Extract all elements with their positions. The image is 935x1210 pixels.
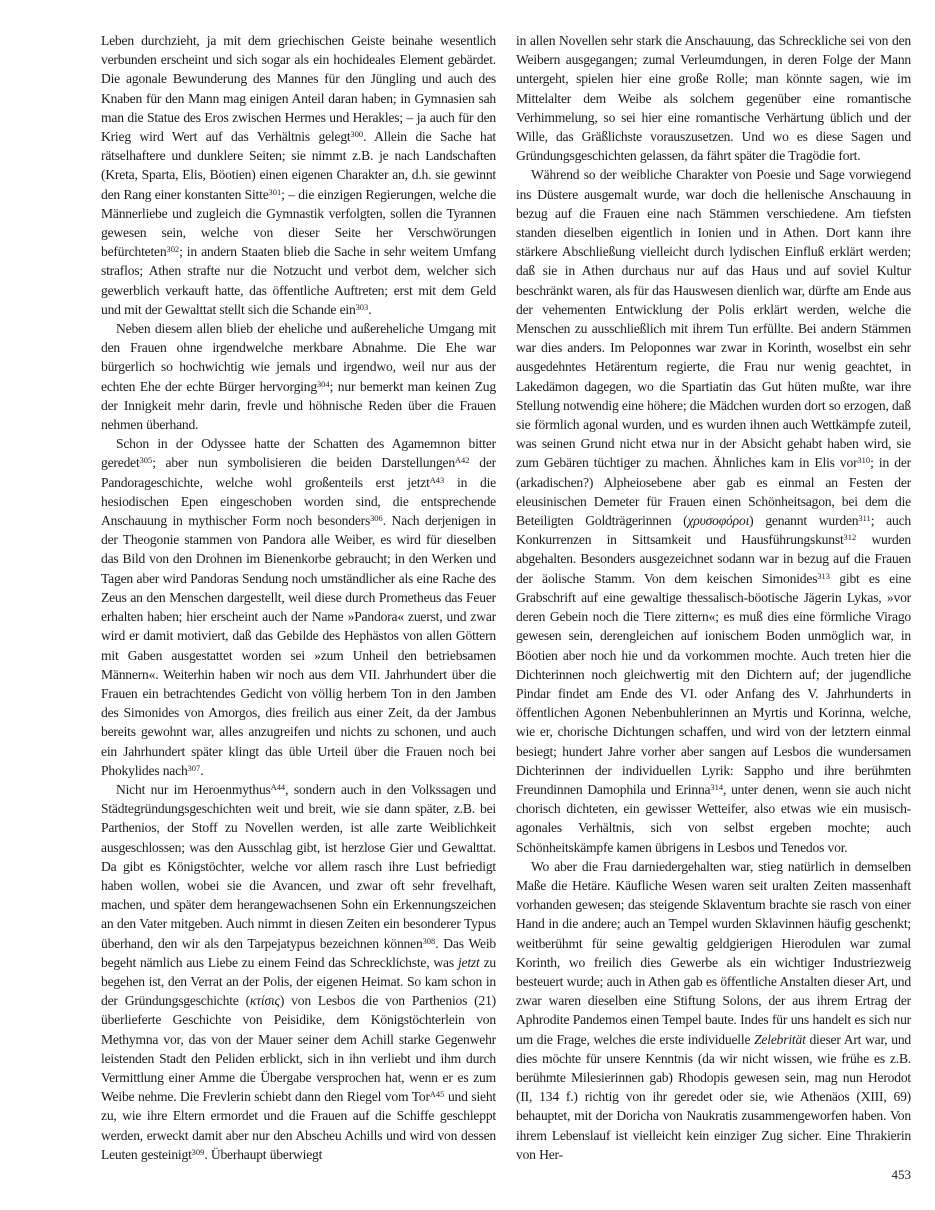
footnote-ref: 303 [355, 301, 369, 312]
paragraph: Während so der weibliche Charakter von Poesie und Sage vorwiegend ins Düstere ausgemalt wurde, war doch die hellenische Anschauung in bezug auf die Frauen eine nach Stämmen verschiedene. Am tiefsten standen dieselben eigentlich in Ionien und in Athen. Dort kann ihre stärkere Abschließung vielleicht durch lydischen Einfluß erklärt werden; daß sie in Athen durchaus nur auf das Haus und auf soviel Kultur beschränkt waren, als für das Hauswesen dienlich war, dürfte am Ende aus der vehementen Entwicklung der Polis erklärt werden, welche die Menschen zu ausschließlich mit ihrem Tun erfüllte. Bei andern Stämmen war dies anders. Im Peloponnes war zwar in Korinth, woselbst ein sehr ausgedehntes Hetärentum regierte, die Frau nur wenig geachtet, in Lakedämon dagegen, wo die Spartiatin das Gut hüten mußte, war ihre Stellung notwendig eine höhere; die Mädchen wurden dort so erzogen, daß sie förmlich agonal wurden, und es wurden ihnen auch Wettkämpfe zuteil, was seinen Grund nicht etwa nur in der Absicht gehabt haben wird, sie zum Gebären tüchtiger zu machen. Ähnliches kam in Elis vor$^{310}$; in der (arkadischen?) Alpheiosebene aber gab es einmal an Festen der eleusinischen Demeter für Frauen einen Schönheitsagon, bei dem die Beteiligten Goldträgerinnen (χρυσοφόροι) genannt wurden$^{311}$; auch Konkurrenzen in Sittsamkeit und Hausführungskunst$^{312}$ wurden abgehalten. Besonders ausgezeichnet sodann war in bezug auf die Frauen der äolische Stamm. Von dem keischen Simonides$^{313}$ gibt es eine Grabschrift auf eine gewaltige thessalisch-böotische Jägerin Lykas, »vor deren Gebein noch die Tiere zittern«; es muß dies eine förmliche Virago gewesen sein, derengleichen auf ionischem Boden unmöglich war, in Böotien aber noch hie und da vorkommen mochte. Auch treten hier die Dichterinnen noch gleichwertig mit den Dichtern auf; der jugendliche Pindar findet am Ende des VI. oder Anfang des V. Jahrhunderts in öffentlichen Agonen Nebenbuhlerinnen an Myrtis und Korinna, welche, wie er, chorische Dichtungen schaffen, und wird von der letztern einmal besiegt; hundert Jahre vorher aber sangen auf Lesbos die wundersamen Dichterinnen der individuellen Lyrik: Sappho und ihre berühmten Freundinnen Damophila und Erinna$^{314}$, unter denen, wenn sie auch nicht chorisch dichteten, ein gewisser Wetteifer, also etwas wie ein musisch-agonales Verhältnis, sich von selbst ergeben mochte; auch Schönheitskämpfe kamen übrigens in Lesbos und Tenedos vor. [516, 167, 911, 855]
footnote-ref: 302 [166, 244, 180, 255]
page-number: 453 [891, 1166, 911, 1182]
paragraph: Nicht nur im Heroenmythus$^{A44}$, sondern auch in den Volkssagen und Städtegründungsgeschichten weit und breit, wie sie dann später, z.B. bei Parthenios, der Stoff zu Novellen werden, ist alle zarte Weiblichkeit ausgeschlossen; was den Ausschlag gibt, ist herzlose Gier und Gewalttat. Da gibt es Königstöchter, welche vor allem rasch ihre Lust befriedigt haben wollen, wobei sie die Avancen, und zwar oft sehr frevelhaft, machen, und später dem herangewachsenen Sohn ein Erkennungszeichen an den Vater mitgeben. Auch nimmt in diesen Zeiten ein besonderer Typus überhand, den wir als den Tarpejatypus bezeichnen können$^{308}$. Das Weib begeht nämlich aus Liebe zu einem Feind das Schrecklichste, was jetzt zu begehen ist, den Verrat an der Polis, der eigenen Heimat. So kam schon in der Gründungsgeschichte (κτίσις) von Lesbos die von Parthenios (21) überlieferte Geschichte von Peisidike, dem Königstöchterlein von Methymna vor, das von der Mauer seiner dem Achill starke Gegenwehr leistenden Stadt den Peliden erblickt, sich in ihn verliebt und ihm durch Vermittlung einer Amme die Übergabe versprochen hat, wenn er es zum Weibe nehme. Die Frevlerin schiebt dann den Riegel vom Tor$^{A45}$ und sieht zu, wie ihre Eltern ermordet und die Frauen auf die Schiffe geschleppt werden, erweckt damit aber nur den Abscheu Achills und wird von dessen Leuten gesteinigt$^{309}$. Überhaupt überwiegt [101, 781, 497, 1162]
paragraph: Wo aber die Frau darniedergehalten war, stieg natürlich in demselben Maße die Hetäre. Käufliche Wesen waren seit uralten Zeiten massenhaft vorhanden gewesen; das steigende Sklaventum brachte sie rasch von einer Hand in die andere; auch an Tempel wurden Sklavinnen häufig geschenkt; weitberühmt für seine gewaltig geldgierigen Hierodulen war zumal Korinth, wo freilich dies Gewerbe als ein wichtiger Industriezweig besteuert wurde; auch in Athen gab es öffentliche Anstalten dieser Art, und zwar waren dieselben eine Stiftung Solons, der aus ihrem Ertrag der Aphrodite Pandemos einen Tempel baute. Indes für uns handelt es sich nur um die Frage, welches die erste individuelle Zelebrität dieser Art war, und dies möchte für unsere Kenntnis (da wir nicht wissen, wie frühe es z.B. berühmte Milesierinnen gab) Rhodopis gewesen sein, mag nun Herodot (II, 134 f.) richtig von ihr geredet oder sie, wie Athenäos (XIII, 69) behauptet, mit der Doricha von Naukratis zusammengeworfen haben. Von ihrem Lebenslauf ist vielleicht kein einziger Zug sicher. Eine Thrakierin von Her- [516, 858, 912, 1162]
emphasis: Zelebrität [754, 1031, 806, 1047]
paragraph: Leben durchzieht, ja mit dem griechischen Geiste beinahe wesentlich verbunden erscheint und sich sogar als ein hochideales Element gebärdet. Die agonale Bewunderung des Mannes für den Jüngling und auch des Knaben für den Mann mag einigen Anteil daran haben; in Gymnasien sah man die Statue des Eros zwischen Hermes und Herakles; – ja auch für den Krieg wird Wert auf das Verhältnis gelegt$^{300}$. Allein die Sache hat rätselhaftere und dunklere Seiten; sie nimmt z.B. je nach Landschaften (Kreta, Sparta, Elis, Böotien) einen eigenen Charakter an, d.h. sie gewinnt den Rang einer konstanten Sitte$^{301}$; – die einzigen Regierungen, welche die Männerliebe und zugleich die Gymnastik verfolgten, sollen die Tyrannen gewesen sein, welche von dieser Seite her Verschwörungen befürchteten$^{302}$; in andern Staaten blieb die Sache in sehr weitem Umfang straflos; Athen strafte nur die Notzucht und verbot dem, welcher sich gewerblich verkauft hatte, das öffentliche Auftreten; erst mit dem Geld und mit der Gewalttat stellt sich die Schande ein$^{303}$. [101, 33, 497, 317]
footnote-ref: A44 [270, 781, 286, 792]
paragraph: in allen Novellen sehr stark die Anschauung, das Schreckliche sei von den Weibern ausgegangen; zumal Verleumdungen, in deren Folge der Mann untergeht, spielen hier eine große Rolle; man könnte sagen, wie im Mittelalter dem Weibe als solchem gegenüber eine romantische Verhimmelung, so sei hier eine romantische Verhärtung üblich und der Wille, das Gräßlichste vorauszusetzen. Und wo es diese Sagen und Gründungsgeschichten gelassen, da fährt später die Tragödie fort. [516, 33, 911, 164]
footnote-ref: 304 [316, 378, 330, 389]
footnote-ref: 311 [858, 513, 871, 524]
footnote-ref: 305 [139, 455, 153, 466]
emphasis: χρυσοφόροι [687, 513, 750, 529]
emphasis: jetzt [457, 954, 480, 970]
footnote-ref: 301 [268, 186, 282, 197]
paragraph: Schon in der Odyssee hatte der Schatten des Agamemnon bitter geredet$^{305}$; aber nun symbolisieren die beiden Darstellungen$^{A42}$ der Pandorageschichte, welche wohl großenteils erst jetzt$^{A43}$ in die hesiodischen Epen eingeschoben worden sind, die entsprechende Anschauung in mythischer Form noch besonders$^{306}$. Nach derjenigen in der Theogonie stammen von Pandora alle Weiber, es wird für dieselben das Bild von den Drohnen im Bienenkorbe gebraucht; in den Werken und Tagen aber wird Pandoras Sendung noch umständlicher als eine Rache des Zeus an den Menschen dargestellt, weil diese durch Prometheus das Feuer erhalten haben; hier erscheint auch der Name »Pandora« zuerst, und zwar wird er damit motiviert, daß das Gebilde des Hephästos von allen Göttern mit Gaben ausgestattet worden sei »zum Unheil den betriebsamen Männern«. Weiterhin haben wir noch aus dem VII. Jahrhundert über die Frauen ein betrachtendes Gedicht von völlig herbem Ton in den Jamben des Simonides von Amorgos, dies freilich aus einer Zeit, da der Jambus bereits gewohnt war, alles anzugreifen und nichts zu schonen, und auch ein Jahrhundert später klingt das üble Urteil über die Frauen noch bei Phokylides nach$^{307}$. [101, 436, 497, 778]
footnote-ref: 313 [817, 570, 830, 581]
footnote-ref: 314 [710, 781, 724, 792]
footnote-ref: 306 [370, 513, 383, 524]
footnote-ref: 307 [187, 762, 201, 773]
emphasis: κτίσις [249, 993, 280, 1009]
footnote-ref: A42 [454, 455, 470, 466]
footnote-ref: A45 [429, 1089, 445, 1100]
footnote-ref: 309 [191, 1146, 205, 1157]
footnote-ref: 310 [857, 455, 871, 466]
footnote-ref: 300 [350, 128, 364, 139]
footnote-ref: A43 [429, 474, 445, 485]
text-column-right [516, 31, 911, 1184]
footnote-ref: 312 [843, 532, 857, 543]
text-column-left [101, 31, 496, 1184]
paragraph: Neben diesem allen blieb der eheliche und außereheliche Umgang mit den Frauen ohne irgendwelche merkbare Abnahme. Die Ehe war bürgerlich so hochwichtig wie jemals und irgendwo, weil nur aus der echten Ehe der echte Bürger hervorging$^{304}$; nur bemerkt man keinen Zug der Innigkeit mehr darin, frevle und höhnische Reden über die Frauen nehmen überhand. [101, 321, 496, 433]
page-body [101, 31, 911, 1184]
footnote-ref: 308 [422, 935, 436, 946]
